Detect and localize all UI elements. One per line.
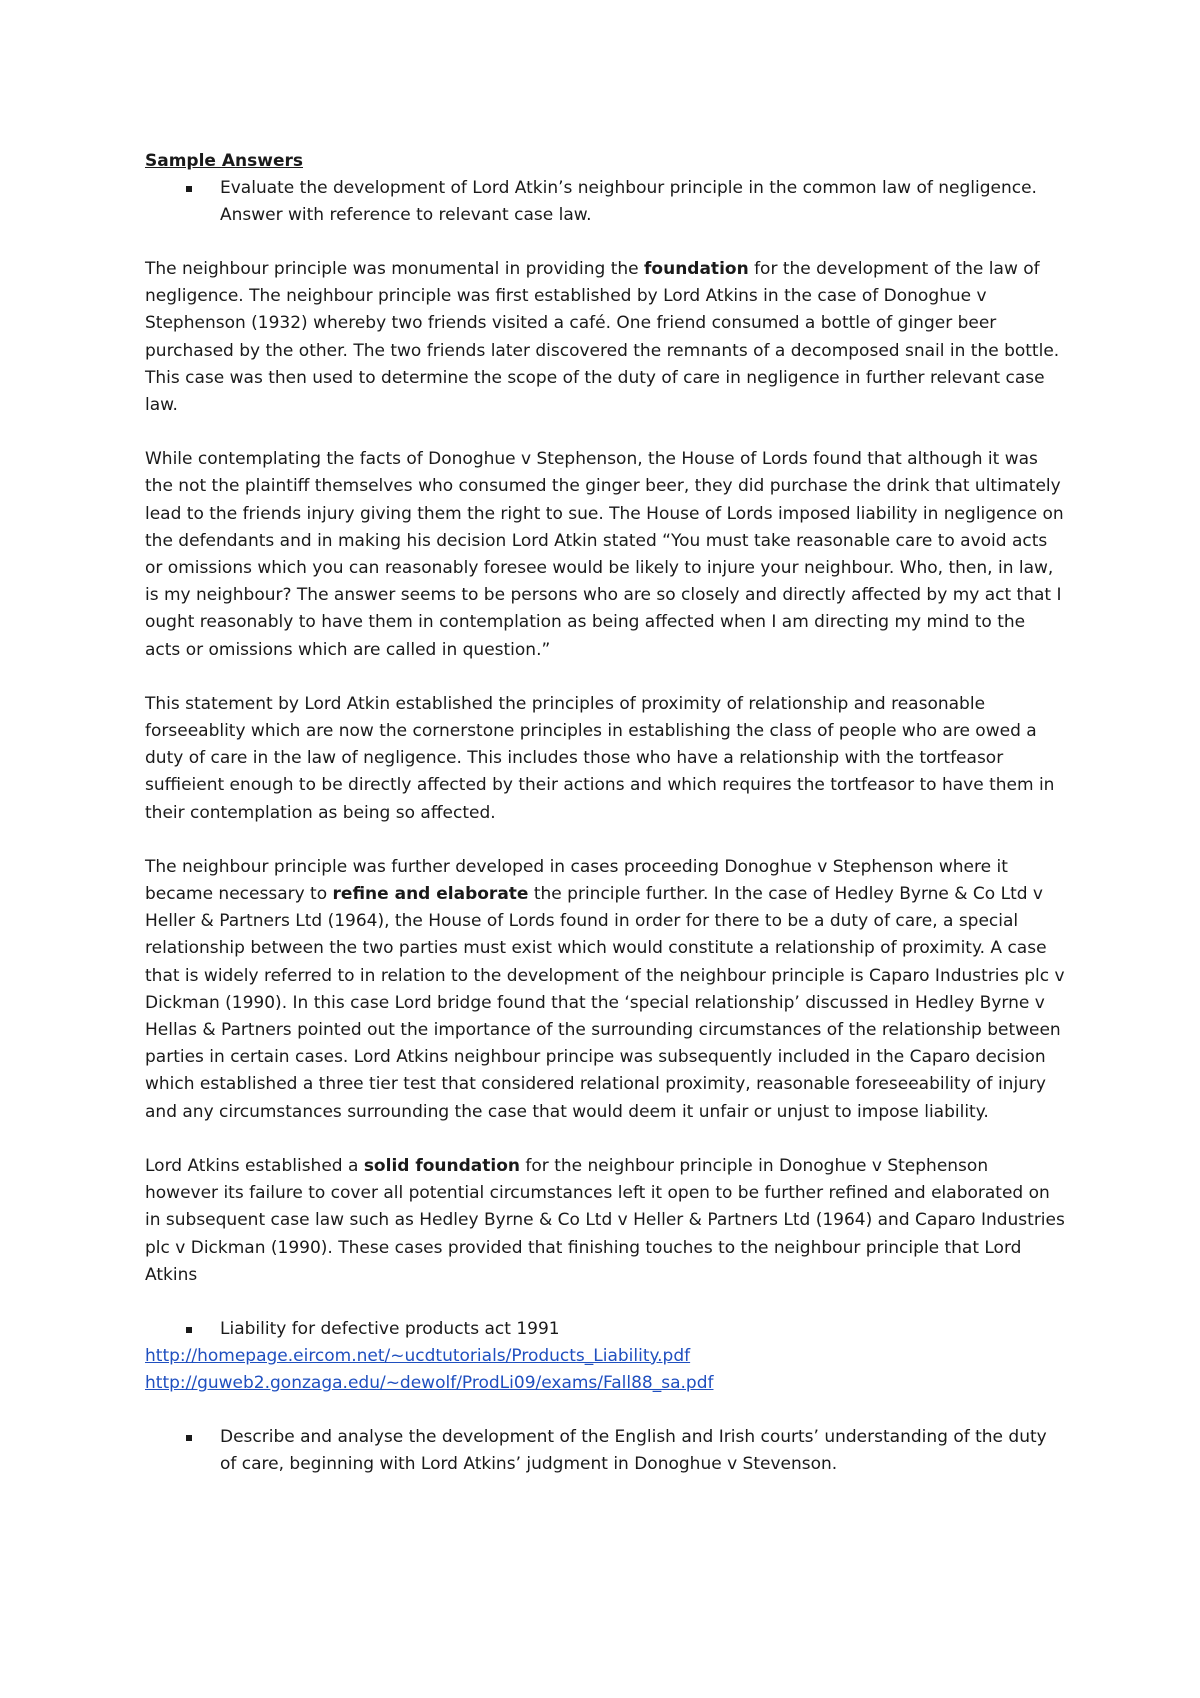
question-3 [145, 1424, 1065, 1478]
question-1 [145, 175, 1065, 229]
paragraph-5-text-a: Lord Atkins established a [145, 1155, 364, 1176]
question-2 [145, 1316, 1065, 1343]
paragraph-1 [145, 256, 1065, 419]
bullet-icon [186, 1327, 192, 1333]
paragraph-3: This statement by Lord Atkin established the principles of proximity of relationship and reasonable forseeablity which are now the cornerstone principles in establishing the class of people who are owed a duty of care in the law of negligence. This includes those who have a relationship with the tortfeasor suffieient enough to be directly affected by their actions and which requires the tortfeasor to have them in their contemplation as being so affected. [145, 693, 1055, 823]
bullet-icon [186, 1435, 192, 1441]
paragraph-2: While contemplating the facts of Donoghue v Stephenson, the House of Lords found that although it was the not the plaintiff themselves who consumed the ginger beer, they did purchase the drink that ultimately lead to the friends injury giving them the right to sue. The House of Lords imposed liability in negligence on the defendants and in making his decision Lord Atkin stated “You must take reasonable care to avoid acts or omissions which you can reasonably foresee would be likely to injure your neighbour. Who, then, in law, is my neighbour? The answer seems to be persons who are so closely and directly affected by my act that I ought reasonably to have them in contemplation as being affected when I am directing my mind to the acts or omissions which are called in question.” [145, 449, 1064, 660]
paragraph-4-text-b: the principle further. In the case of Hedley Byrne & Co Ltd v Heller & Partners Ltd (1964), the House of Lords found in order for there to be a duty of care, a special relationship between the two parties must exist which would constitute a relationship of proximity. A case that is widely referred to in relation to the development of the neighbour principle is Caparo Industries plc v Dickman (1990). In this case Lord bridge found that the ‘special relationship’ discussed in Hedley Byrne v Hellas & Partners pointed out the importance of the surrounding circumstances of the relationship between parties in certain cases. Lord Atkins neighbour principe was subsequently included in the Caparo decision which established a three tier test that considered relational proximity, reasonable foreseeability of injury and any circumstances surrounding the case that would deem it unfair or unjust to impose liability. [145, 884, 1065, 1122]
question-1-instruction: Answer with reference to relevant case law. [220, 205, 592, 225]
paragraph-1-text-b: for the development of the law of negligence. The neighbour principle was first established by Lord Atkins in the case of Donoghue v Stephenson (1932) whereby two friends visited a café. One friend consumed a bottle of ginger beer purchased by the other. The two friends later discovered the remnants of a decomposed snail in the bottle. This case was then used to determine the scope of the duty of care in negligence in further relevant case law. [145, 259, 1060, 416]
paragraph-1-bold: foundation [644, 259, 749, 279]
paragraph-5-bold: solid foundation [363, 1155, 521, 1176]
question-1-text: Evaluate the development of Lord Atkin’s neighbour principle in the common law of negligence. [220, 178, 1037, 198]
bullet-icon [186, 186, 192, 192]
paragraph-4-text-a: The neighbour principle was further developed in cases proceeding Donoghue v Stephenson where it became necessary to [145, 856, 1008, 905]
paragraph-4 [145, 854, 1065, 1126]
paragraph-1-text-a: The neighbour principle was monumental in providing the [145, 259, 645, 279]
link-gonzaga-exam[interactable]: http://guweb2.gonzaga.edu/~dewolf/ProdLi09/exams/Fall88_sa.pdf [145, 1372, 714, 1393]
paragraph-5-text-b: for the neighbour principle in Donoghue v Stephenson however its failure to cover all potential circumstances left it open to be further refined and elaborated on in subsequent case law such as Hedley Byrne & Co Ltd v Heller & Partners Ltd (1964) and Caparo Industries plc v Dickman (1990). These cases provided that finishing touches to the neighbour principle that Lord Atkins [145, 1155, 1065, 1285]
link-products-liability[interactable]: http://homepage.eircom.net/~ucdtutorials/Products_Liability.pdf [145, 1345, 691, 1366]
question-2-text: Liability for defective products act 1991 [220, 1318, 560, 1339]
paragraph-4-bold: refine and elaborate [332, 884, 529, 905]
document-body [145, 148, 1065, 1478]
question-3-text: Describe and analyse the development of the English and Irish courts’ understanding of the duty of care, beginning with Lord Atkins’ judgment in Donoghue v Stevenson. [220, 1426, 1047, 1474]
section-heading: Sample Answers [145, 151, 303, 171]
paragraph-5 [145, 1153, 1065, 1289]
